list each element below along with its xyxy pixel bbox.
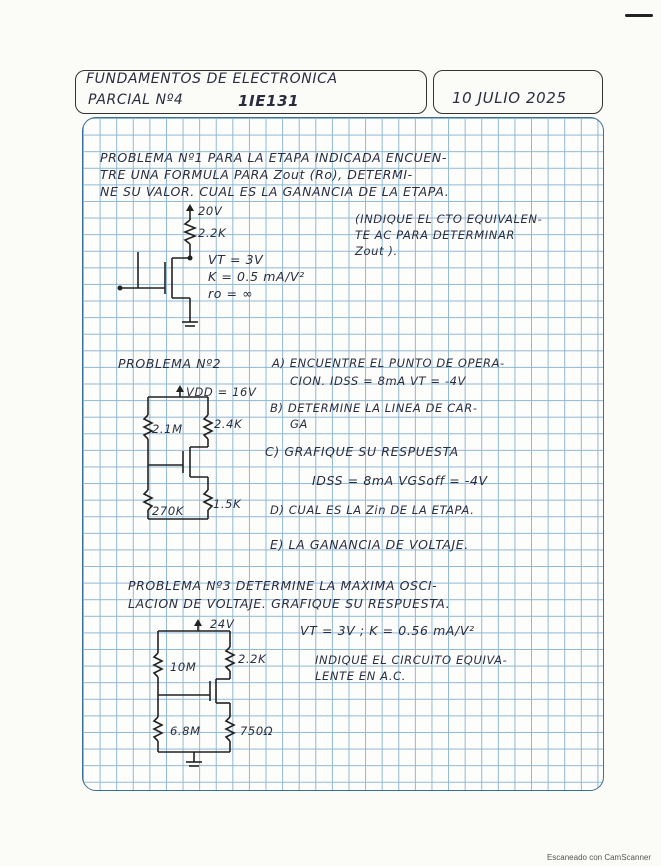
problem2-rd: 2.4K [214, 417, 243, 431]
course-title: FUNDAMENTOS DE ELECTRONICA [86, 71, 338, 87]
problem2-title: PROBLEMA Nº2 [118, 356, 222, 371]
problem1-vdd: 20V [198, 204, 223, 218]
problem2-item-d: D) CUAL ES LA Zin DE LA ETAPA. [270, 503, 475, 517]
problem1-note-line3: Zout ). [355, 244, 398, 258]
exam-date: 10 JULIO 2025 [452, 89, 567, 107]
course-code: 1IE131 [238, 92, 300, 110]
problem3-line1: PROBLEMA Nº3 DETERMINE LA MAXIMA OSCI- [128, 578, 438, 593]
problem3-r1: 10M [170, 660, 197, 674]
problem2-item-e: E) LA GANANCIA DE VOLTAJE. [270, 537, 469, 552]
exam-label: PARCIAL Nº4 [88, 92, 184, 108]
problem2-item-c: C) GRAFIQUE SU RESPUESTA [265, 444, 459, 459]
problem3-r2: 6.8M [170, 724, 201, 738]
problem1-k: K = 0.5 mA/V² [208, 269, 305, 284]
problem3-note-line1: INDIQUE EL CIRCUITO EQUIVA- [315, 653, 508, 667]
problem1-line2: TRE UNA FORMULA PARA Zout (Ro), DETERMI- [100, 167, 413, 182]
problem2-item-a-cont: CION. IDSS = 8mA VT = -4V [290, 374, 466, 388]
problem2-item-b: B) DETERMINE LA LINEA DE CAR- [270, 401, 478, 415]
page-header [0, 0, 661, 60]
problem3-rd: 2.2K [238, 652, 267, 666]
problem2-r1: 2.1M [152, 422, 183, 436]
problem3-circuit [150, 617, 270, 772]
scanner-watermark: Escaneado con CamScanner [546, 853, 651, 862]
problem2-r2: 270K [152, 504, 184, 518]
problem1-note-line1: (INDIQUE EL CTO EQUIVALEN- [355, 212, 543, 226]
problem3-params: VT = 3V ; K = 0.56 mA/V² [300, 623, 475, 638]
problem1-note-line2: TE AC PARA DETERMINAR [355, 228, 516, 242]
problem2-item-b-cont: GA [290, 417, 308, 431]
problem3-rs: 750Ω [240, 724, 274, 738]
problem2-item-a: A) ENCUENTRE EL PUNTO DE OPERA- [272, 356, 505, 370]
problem3-line2: LACION DE VOLTAJE. GRAFIQUE SU RESPUESTA. [128, 596, 451, 611]
problem2-vdd: VDD = 16V [186, 385, 257, 399]
problem1-line1: PROBLEMA Nº1 PARA LA ETAPA INDICADA ENCUEN- [100, 150, 447, 165]
problem1-rd: 2.2K [198, 226, 227, 240]
pen-stroke-mark [625, 14, 653, 17]
problem3-vdd: 24V [210, 617, 235, 631]
problem2-rs: 1.5K [213, 497, 242, 511]
problem1-line3: NE SU VALOR. CUAL ES LA GANANCIA DE LA ETAPA. [100, 184, 450, 199]
problem2-idss: IDSS = 8mA VGSoff = -4V [312, 473, 488, 488]
problem1-vt: VT = 3V [208, 252, 264, 267]
problem1-ro: ro = ∞ [208, 286, 254, 301]
problem3-note-line2: LENTE EN A.C. [315, 669, 406, 683]
